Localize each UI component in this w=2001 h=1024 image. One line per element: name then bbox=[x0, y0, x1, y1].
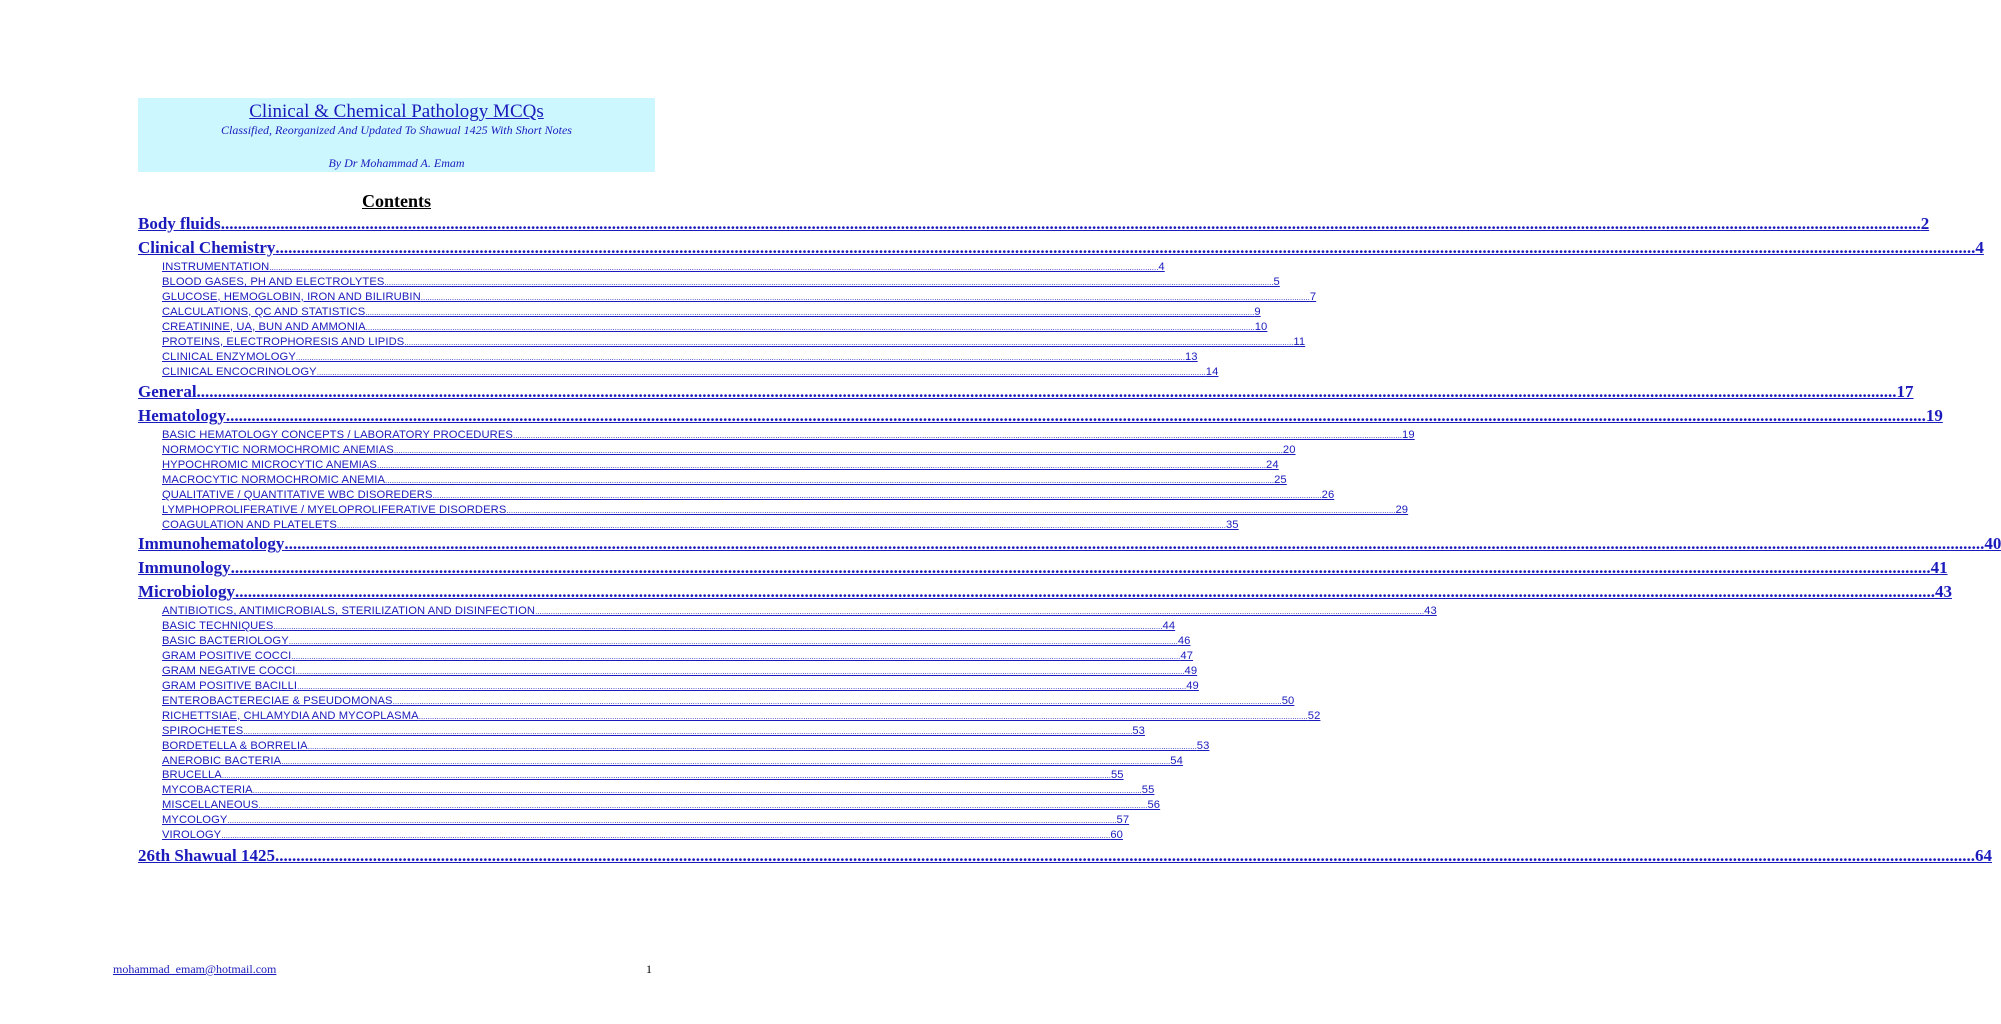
toc-entry-page: 53 bbox=[1196, 739, 1210, 752]
toc-entry-title: GRAM POSITIVE COCCI bbox=[162, 649, 292, 662]
toc-entry-page: 35 bbox=[1225, 518, 1239, 531]
toc-entry-title: BRUCELLA bbox=[162, 769, 222, 782]
toc-entry-page: 17 bbox=[1896, 382, 1914, 401]
toc-entry-title: CREATININE, UA, BUN AND AMMONIA bbox=[162, 320, 366, 333]
toc-dot-leader: ................................................................................................................................................................................................................................................................................................................................................................................................................ bbox=[275, 238, 1976, 257]
toc-entry-page: 55 bbox=[1110, 769, 1124, 782]
toc-entry-page: 5 bbox=[1273, 275, 1280, 288]
toc-entry-title: CLINICAL ENCOCRINOLOGY bbox=[162, 365, 317, 378]
toc-dot-leader: ................................................................................................................................................................................................................................................................................................................................................................................................................ bbox=[404, 337, 1294, 347]
toc-dot-leader: ................................................................................................................................................................................................................................................................................................................................................................................................................ bbox=[512, 431, 1403, 440]
toc-dot-leader: ................................................................................................................................................................................................................................................................................................................................................................................................................ bbox=[384, 277, 1274, 287]
document-subtitle: Classified, Reorganized And Updated To Shawual 1425 With Short Notes bbox=[221, 123, 572, 137]
toc-entry-title: Hematology bbox=[138, 406, 226, 425]
toc-subsection-entry[interactable] bbox=[162, 694, 1295, 709]
toc-dot-leader: ................................................................................................................................................................................................................................................................................................................................................................................................................ bbox=[284, 534, 1985, 553]
toc-entry-title: RICHETTSIAE, CHLAMYDIA AND MYCOPLASMA bbox=[162, 709, 419, 722]
toc-entry-page: 43 bbox=[1424, 605, 1437, 617]
toc-subsection-entry[interactable] bbox=[162, 443, 1296, 458]
toc-section-entry[interactable] bbox=[138, 236, 1984, 260]
toc-entry-page: 14 bbox=[1205, 365, 1219, 378]
toc-entry-page: 50 bbox=[1281, 694, 1295, 707]
toc-entry-page: 43 bbox=[1934, 582, 1952, 601]
toc-subsection-entry[interactable] bbox=[162, 739, 1210, 754]
toc-subsection-entry[interactable] bbox=[162, 619, 1176, 634]
toc-entry-title: ANTIBIOTICS, ANTIMICROBIALS, STERILIZATION AND DISINFECTION bbox=[162, 605, 536, 617]
toc-dot-leader: ................................................................................................................................................................................................................................................................................................................................................................................................................ bbox=[269, 263, 1159, 272]
toc-entry-title: BASIC TECHNIQUES bbox=[162, 619, 274, 632]
footer-page-number: 1 bbox=[646, 962, 652, 976]
toc-entry-page: 64 bbox=[1974, 846, 1992, 865]
toc-entry-title: Clinical Chemistry bbox=[138, 238, 276, 257]
toc-dot-leader: ................................................................................................................................................................................................................................................................................................................................................................................................................ bbox=[281, 756, 1171, 766]
toc-entry-page: 53 bbox=[1132, 724, 1146, 737]
toc-entry-title: BORDETELLA & BORRELIA bbox=[162, 739, 308, 752]
toc-dot-leader: ................................................................................................................................................................................................................................................................................................................................................................................................................ bbox=[418, 711, 1308, 721]
toc-dot-leader: ................................................................................................................................................................................................................................................................................................................................................................................................................ bbox=[420, 292, 1310, 302]
toc-entry-title: CALCULATIONS, QC AND STATISTICS bbox=[162, 305, 366, 318]
toc-dot-leader: ................................................................................................................................................................................................................................................................................................................................................................................................................ bbox=[288, 636, 1178, 646]
toc-subsection-entry[interactable] bbox=[162, 664, 1198, 679]
toc-entry-page: 19 bbox=[1925, 406, 1943, 425]
toc-subsection-entry[interactable] bbox=[162, 724, 1146, 739]
toc-dot-leader: ................................................................................................................................................................................................................................................................................................................................................................................................................ bbox=[258, 801, 1148, 811]
toc-entry-title: PROTEINS, ELECTROPHORESIS AND LIPIDS bbox=[162, 335, 405, 348]
toc-entry-title: BASIC BACTERIOLOGY bbox=[162, 634, 289, 647]
toc-entry-title: NORMOCYTIC NORMOCHROMIC ANEMIAS bbox=[162, 443, 394, 456]
toc-dot-leader: ................................................................................................................................................................................................................................................................................................................................................................................................................ bbox=[365, 307, 1255, 317]
toc-dot-leader: ................................................................................................................................................................................................................................................................................................................................................................................................................ bbox=[243, 726, 1133, 736]
toc-entry-page: 49 bbox=[1186, 679, 1199, 692]
toc-section-entry[interactable] bbox=[138, 556, 1948, 580]
toc-entry-page: 24 bbox=[1266, 458, 1279, 471]
toc-dot-leader: ................................................................................................................................................................................................................................................................................................................................................................................................................ bbox=[273, 621, 1163, 631]
document-author: By Dr Mohammad A. Emam bbox=[328, 156, 465, 170]
toc-subsection-entry[interactable] bbox=[162, 768, 1124, 783]
toc-entry-title: MYCOBACTERIA bbox=[162, 784, 253, 797]
toc-dot-leader: ................................................................................................................................................................................................................................................................................................................................................................................................................ bbox=[274, 846, 1975, 865]
toc-dot-leader: ................................................................................................................................................................................................................................................................................................................................................................................................................ bbox=[392, 696, 1282, 706]
toc-dot-leader: ................................................................................................................................................................................................................................................................................................................................................................................................................ bbox=[336, 520, 1226, 530]
toc-entry-page: 26 bbox=[1321, 488, 1335, 501]
toc-subsection-entry[interactable] bbox=[162, 305, 1261, 320]
toc-dot-leader: ................................................................................................................................................................................................................................................................................................................................................................................................................ bbox=[307, 741, 1197, 751]
toc-subsection-entry[interactable] bbox=[162, 365, 1219, 380]
toc-dot-leader: ................................................................................................................................................................................................................................................................................................................................................................................................................ bbox=[295, 352, 1185, 362]
toc-section-entry[interactable] bbox=[138, 380, 1914, 404]
toc-entry-title: INSTRUMENTATION bbox=[162, 261, 270, 273]
toc-subsection-entry[interactable] bbox=[162, 488, 1335, 503]
toc-entry-title: SPIROCHETES bbox=[162, 724, 244, 737]
toc-entry-page: 55 bbox=[1141, 784, 1155, 797]
toc-dot-leader: ................................................................................................................................................................................................................................................................................................................................................................................................................ bbox=[227, 816, 1117, 826]
toc-entry-title: Microbiology bbox=[138, 582, 235, 601]
toc-entry-page: 52 bbox=[1307, 709, 1321, 722]
toc-dot-leader: ................................................................................................................................................................................................................................................................................................................................................................................................................ bbox=[535, 607, 1425, 616]
toc-dot-leader: ................................................................................................................................................................................................................................................................................................................................................................................................................ bbox=[230, 558, 1931, 577]
toc-subsection-entry[interactable] bbox=[162, 813, 1130, 828]
toc-entry-page: 41 bbox=[1930, 558, 1948, 577]
toc-entry-title: MYCOLOGY bbox=[162, 814, 228, 827]
toc-dot-leader: ................................................................................................................................................................................................................................................................................................................................................................................................................ bbox=[376, 460, 1267, 470]
toc-entry-page: 57 bbox=[1116, 814, 1130, 827]
toc-entry-page: 25 bbox=[1274, 473, 1287, 486]
toc-entry-title: ENTEROBACTERECIAE & PSEUDOMONAS bbox=[162, 694, 393, 707]
toc-entry-title: LYMPHOPROLIFERATIVE / MYELOPROLIFERATIVE DISORDERS bbox=[162, 503, 507, 516]
toc-section-entry[interactable] bbox=[138, 532, 2001, 556]
toc-entry-page: 19 bbox=[1402, 429, 1415, 441]
toc-subsection-entry[interactable] bbox=[162, 679, 1199, 694]
toc-dot-leader: ................................................................................................................................................................................................................................................................................................................................................................................................................ bbox=[365, 322, 1255, 332]
toc-entry-page: 29 bbox=[1395, 503, 1409, 516]
toc-subsection-entry[interactable] bbox=[162, 473, 1287, 488]
toc-dot-leader: ................................................................................................................................................................................................................................................................................................................................................................................................................ bbox=[385, 475, 1275, 485]
toc-entry-title: VIROLOGY bbox=[162, 829, 222, 842]
toc-dot-leader: ................................................................................................................................................................................................................................................................................................................................................................................................................ bbox=[297, 681, 1187, 691]
toc-subsection-entry[interactable] bbox=[162, 503, 1409, 518]
toc-entry-title: GLUCOSE, HEMOGLOBIN, IRON AND BILIRUBIN bbox=[162, 290, 421, 303]
toc-entry-page: 54 bbox=[1170, 754, 1183, 767]
toc-dot-leader: ................................................................................................................................................................................................................................................................................................................................................................................................................ bbox=[221, 771, 1111, 781]
toc-section-entry[interactable] bbox=[138, 844, 1992, 868]
toc-subsection-entry[interactable] bbox=[162, 335, 1306, 350]
toc-entry-page: 4 bbox=[1158, 261, 1165, 273]
toc-subsection-entry[interactable] bbox=[162, 518, 1239, 533]
toc-entry-page: 9 bbox=[1254, 305, 1261, 318]
toc-entry-page: 2 bbox=[1920, 214, 1930, 233]
toc-entry-page: 10 bbox=[1254, 320, 1268, 333]
toc-section-entry[interactable] bbox=[138, 212, 1930, 236]
toc-entry-title: GRAM POSITIVE BACILLI bbox=[162, 679, 298, 692]
toc-entry-page: 13 bbox=[1184, 350, 1198, 363]
toc-subsection-entry[interactable] bbox=[162, 783, 1155, 798]
toc-entry-title: HYPOCHROMIC MICROCYTIC ANEMIAS bbox=[162, 458, 377, 471]
toc-dot-leader: ................................................................................................................................................................................................................................................................................................................................................................................................................ bbox=[316, 367, 1206, 377]
toc-section-entry[interactable] bbox=[138, 404, 1943, 428]
toc-entry-title: Body fluids bbox=[138, 214, 221, 233]
toc-entry-title: 26th Shawual 1425 bbox=[138, 846, 275, 865]
toc-subsection-entry[interactable] bbox=[162, 754, 1183, 769]
toc-subsection-entry[interactable] bbox=[162, 828, 1123, 843]
toc-subsection-entry[interactable] bbox=[162, 649, 1194, 664]
toc-dot-leader: ................................................................................................................................................................................................................................................................................................................................................................................................................ bbox=[221, 831, 1111, 841]
toc-dot-leader: ................................................................................................................................................................................................................................................................................................................................................................................................................ bbox=[220, 214, 1921, 233]
footer-email-link[interactable]: mohammad_emam@hotmail.com bbox=[113, 962, 277, 976]
toc-entry-title: Immunohematology bbox=[138, 534, 285, 553]
toc-dot-leader: ................................................................................................................................................................................................................................................................................................................................................................................................................ bbox=[506, 505, 1396, 515]
toc-entry-page: 46 bbox=[1177, 634, 1191, 647]
toc-entry-title: GRAM NEGATIVE COCCI bbox=[162, 664, 296, 677]
document-title: Clinical & Chemical Pathology MCQs bbox=[249, 101, 544, 122]
toc-entry-page: 56 bbox=[1147, 799, 1161, 812]
toc-entry-page: 44 bbox=[1162, 619, 1176, 632]
toc-subsection-entry[interactable] bbox=[162, 428, 1415, 443]
toc-dot-leader: ................................................................................................................................................................................................................................................................................................................................................................................................................ bbox=[196, 382, 1897, 401]
toc-entry-title: General bbox=[138, 382, 197, 401]
toc-entry-title: Immunology bbox=[138, 558, 231, 577]
toc-entry-page: 60 bbox=[1110, 829, 1123, 842]
toc-dot-leader: ................................................................................................................................................................................................................................................................................................................................................................................................................ bbox=[234, 582, 1935, 601]
toc-subsection-entry[interactable] bbox=[162, 604, 1437, 619]
toc-entry-title: COAGULATION AND PLATELETS bbox=[162, 518, 337, 531]
toc-entry-title: BLOOD GASES, PH AND ELECTROLYTES bbox=[162, 275, 385, 288]
toc-subsection-entry[interactable] bbox=[162, 260, 1165, 275]
toc-entry-page: 7 bbox=[1309, 290, 1317, 303]
toc-subsection-entry[interactable] bbox=[162, 634, 1191, 649]
toc-entry-page: 11 bbox=[1293, 335, 1306, 348]
toc-subsection-entry[interactable] bbox=[162, 320, 1268, 335]
contents-heading: Contents bbox=[361, 191, 431, 211]
toc-dot-leader: ................................................................................................................................................................................................................................................................................................................................................................................................................ bbox=[295, 666, 1185, 676]
toc-entry-title: MISCELLANEOUS bbox=[162, 799, 259, 812]
toc-dot-leader: ................................................................................................................................................................................................................................................................................................................................................................................................................ bbox=[393, 445, 1283, 455]
toc-entry-title: ANEROBIC BACTERIA bbox=[162, 754, 282, 767]
toc-entry-title: CLINICAL ENZYMOLOGY bbox=[162, 350, 296, 363]
toc-subsection-entry[interactable] bbox=[162, 290, 1317, 305]
toc-dot-leader: ................................................................................................................................................................................................................................................................................................................................................................................................................ bbox=[432, 490, 1322, 500]
toc-entry-page: 20 bbox=[1282, 443, 1296, 456]
toc-dot-leader: ................................................................................................................................................................................................................................................................................................................................................................................................................ bbox=[291, 651, 1181, 661]
toc-entry-page: 49 bbox=[1184, 664, 1198, 677]
toc-subsection-entry[interactable] bbox=[162, 350, 1198, 365]
toc-entry-title: MACROCYTIC NORMOCHROMIC ANEMIA bbox=[162, 473, 386, 486]
toc-entry-title: QUALITATIVE / QUANTITATIVE WBC DISOREDERS bbox=[162, 488, 433, 501]
toc-entry-page: 4 bbox=[1975, 238, 1984, 257]
toc-subsection-entry[interactable] bbox=[162, 275, 1280, 290]
toc-entry-page: 47 bbox=[1180, 649, 1194, 662]
toc-dot-leader: ................................................................................................................................................................................................................................................................................................................................................................................................................ bbox=[225, 406, 1926, 425]
toc-dot-leader: ................................................................................................................................................................................................................................................................................................................................................................................................................ bbox=[252, 786, 1142, 796]
toc-subsection-entry[interactable] bbox=[162, 798, 1161, 813]
toc-section-entry[interactable] bbox=[138, 580, 1952, 604]
toc-entry-page: 40 bbox=[1984, 534, 2001, 553]
toc-subsection-entry[interactable] bbox=[162, 709, 1321, 724]
toc-subsection-entry[interactable] bbox=[162, 458, 1279, 473]
toc-entry-title: BASIC HEMATOLOGY CONCEPTS / LABORATORY PROCEDURES bbox=[162, 429, 513, 441]
